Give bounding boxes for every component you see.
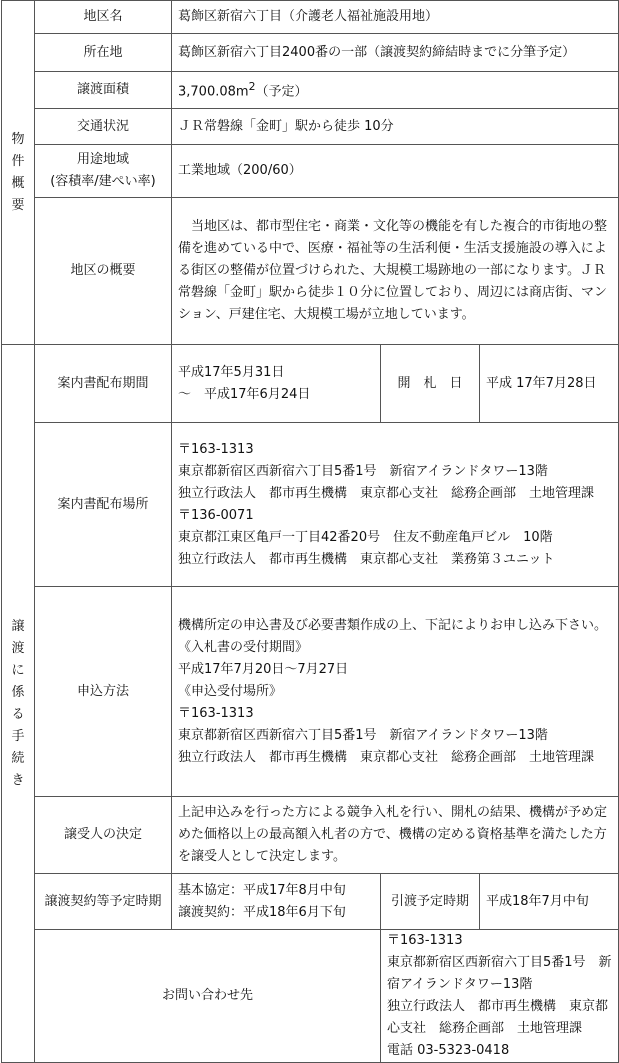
row-contact xyxy=(2,930,619,1063)
row-summary xyxy=(2,198,619,345)
value-district-name: 葛飾区新宿六丁目（介護老人福祉施設用地） xyxy=(172,1,619,34)
label-summary: 地区の概要 xyxy=(35,198,172,345)
value-transport: ＪＲ常磐線「金町」駅から徒歩 10分 xyxy=(172,109,619,145)
value-decision: 上記申込みを行った方による競争入札を行い、開札の結果、機構が予め定めた価格以上の最高額入札者の方で、機構の定める資格基準を満たした方を譲受人として決定します。 xyxy=(172,797,619,874)
value-summary: 当地区は、都市型住宅・商業・文化等の機能を有した複合的市街地の整備を進めている中で、医療・福祉等の生活利便・生活支援施設の導入による街区の整備が位置づけられた、大規模工場跡地の一部になります。ＪＲ常磐線「金町」駅から徒歩１０分に位置しており、周辺には商店街、マンション、戸建住宅、大規模工場が立地しています。 xyxy=(172,198,619,345)
value-contract-schedule: 基本協定：平成17年8月中旬 譲渡契約：平成18年6月下旬 xyxy=(172,874,381,930)
row-transport xyxy=(2,109,619,145)
row-location xyxy=(2,34,619,72)
label-contract-schedule: 譲渡契約等予定時期 xyxy=(35,874,172,930)
label-location: 所在地 xyxy=(35,34,172,72)
value-zoning: 工業地域（200/60） xyxy=(172,145,619,198)
label-district-name: 地区名 xyxy=(35,1,172,34)
row-application xyxy=(2,587,619,797)
value-area xyxy=(172,72,619,109)
section-label: 譲渡に係る手続き xyxy=(11,618,25,788)
area-unit-exponent: 2 xyxy=(248,80,256,94)
value-distribution-place: 〒163-1313 東京都新宿区西新宿六丁目5番1号 新宿アイランドタワー13階 独立行政法人 都市再生機構 東京都心支社 総務企画部 土地管理課 〒136-0071 東京都江東区亀戸一丁目42番20号 住友不動産亀戸ビル 10階 独立行政法人 都市再生機構 東京都心支社 業務第３ユニット xyxy=(172,423,619,587)
area-number: 3,700.08m xyxy=(178,84,249,100)
section-transfer-procedure xyxy=(2,345,35,1063)
area-suffix: （予定） xyxy=(255,84,308,100)
value-location: 葛飾区新宿六丁目2400番の一部（譲渡契約締結時までに分筆予定） xyxy=(172,34,619,72)
value-application: 機構所定の申込書及び必要書類作成の上、下記によりお申し込み下さい。 《入札書の受付期間》 平成17年7月20日～7月27日 《申込受付場所》 〒163-1313 東京都新宿区西新宿六丁目5番1号 新宿アイランドタワー13階 独立行政法人 都市再生機構 東京都心支社 総務企画部 土地管理課 xyxy=(172,587,619,797)
row-contract-schedule xyxy=(2,874,619,930)
property-table xyxy=(1,0,619,1063)
label-distribution-place: 案内書配布場所 xyxy=(35,423,172,587)
label-decision: 譲受人の決定 xyxy=(35,797,172,874)
value-contact: 〒163-1313 東京都新宿区西新宿六丁目5番1号 新宿アイランドタワー13階 独立行政法人 都市再生機構 東京都心支社 総務企画部 土地管理課 電話 03-5323-0418 xyxy=(381,930,619,1063)
value-handover-period: 平成18年7月中旬 xyxy=(480,874,619,930)
row-district-name xyxy=(2,1,619,34)
label-contact: お問い合わせ先 xyxy=(35,930,381,1063)
row-decision xyxy=(2,797,619,874)
row-area xyxy=(2,72,619,109)
row-zoning xyxy=(2,145,619,198)
label-transport: 交通状況 xyxy=(35,109,172,145)
row-distribution-place xyxy=(2,423,619,587)
value-distribution-period: 平成17年5月31日 ～ 平成17年6月24日 xyxy=(172,345,381,423)
label-opening-date: 開 札 日 xyxy=(381,345,480,423)
label-handover-period: 引渡予定時期 xyxy=(381,874,480,930)
label-distribution-period: 案内書配布期間 xyxy=(35,345,172,423)
label-area: 譲渡面積 xyxy=(35,72,172,109)
label-zoning: 用途地域 (容積率/建ぺい率) xyxy=(35,145,172,198)
section-label: 物件概要 xyxy=(11,131,25,213)
value-opening-date: 平成 17年7月28日 xyxy=(480,345,619,423)
label-application: 申込方法 xyxy=(35,587,172,797)
row-distribution-period xyxy=(2,345,619,423)
section-property-overview xyxy=(2,1,35,345)
